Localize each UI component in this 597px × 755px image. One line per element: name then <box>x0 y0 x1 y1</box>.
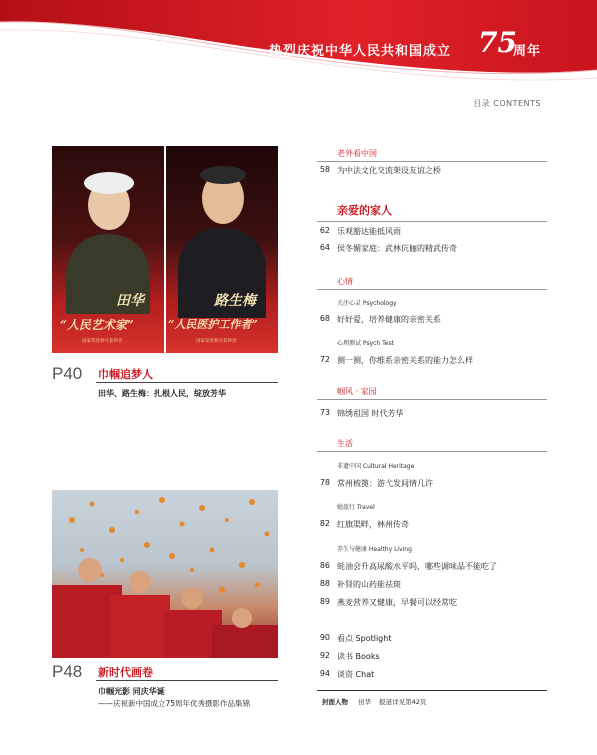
toc-item-title[interactable]: 谈资 Chat <box>337 670 375 679</box>
toc-item-title[interactable]: 为中法文化交流架设友谊之桥 <box>337 166 441 175</box>
toc-item-page: 88 <box>319 579 330 588</box>
toc-divider <box>317 399 547 400</box>
feature1-page-number: P40 <box>52 364 83 383</box>
toc-item-page: 73 <box>319 408 330 417</box>
feature1-rule <box>96 382 278 383</box>
contents-label: 目录 CONTENTS <box>473 99 541 108</box>
toc-item-title[interactable]: 燕麦营养又健康，早餐可以经常吃 <box>337 598 457 607</box>
toc-item-page: 82 <box>319 519 330 528</box>
left-signature: 田华 <box>116 293 144 309</box>
toc-category-life: 生活 <box>337 439 353 448</box>
banner-75-number: 75 <box>478 26 517 59</box>
toc-item-title[interactable]: 常州梳篦：游弋发间情几许 <box>337 479 433 488</box>
portrait-right <box>166 146 278 353</box>
toc-item-title[interactable]: 测一测，你维系亲密关系的能力怎么样 <box>337 356 473 365</box>
toc-item-page: 89 <box>319 597 330 606</box>
toc-subcategory: 养生与健康 Healthy Living <box>337 546 412 553</box>
toc-bottom-rule <box>317 690 547 691</box>
toc-item-page: 58 <box>319 165 330 174</box>
toc-subcategory: 关注心灵 Psychology <box>337 300 397 307</box>
feature2-title: 新时代画卷 <box>98 666 153 679</box>
cover-person: 田华 <box>358 698 372 706</box>
feature1-title: 巾帼追梦人 <box>98 368 153 381</box>
feature2-photo-art <box>52 490 278 658</box>
toc-category-family: 亲爱的家人 <box>337 204 392 217</box>
cover-label: 封面人物 <box>322 698 348 706</box>
toc-divider <box>317 221 547 222</box>
toc-item-title[interactable]: 看点 Spotlight <box>337 634 392 643</box>
person-hair-left <box>84 172 134 194</box>
toc-category-mood: 心情 <box>337 277 353 286</box>
toc-item-title[interactable]: 锦绣祖国 时代芳华 <box>337 409 404 418</box>
toc-item-title[interactable]: 红旗渠畔，林州传奇 <box>337 520 409 529</box>
toc-subcategory: 她旅行 Travel <box>337 504 375 511</box>
toc-category-homeland: 帼风 · 家园 <box>337 387 377 396</box>
toc-item-page: 92 <box>319 651 330 660</box>
feature1-photo <box>52 146 278 353</box>
toc-item-title[interactable]: 好好爱，培养健康的亲密关系 <box>337 315 441 324</box>
cover-ref: 报道详见第42页 <box>379 698 427 706</box>
right-honor: “人民医护工作者” <box>168 318 258 331</box>
right-caption: 国家荣誉称号获得者 <box>196 339 237 344</box>
toc-divider <box>317 289 547 290</box>
feature2-subtitle2: ——庆祝新中国成立75周年优秀摄影作品集锦 <box>98 699 251 708</box>
toc-item-title[interactable]: 读书 Books <box>337 652 380 661</box>
toc-item-page: 90 <box>319 633 330 642</box>
toc-category-foreigners: 老外看中国 <box>337 149 377 158</box>
toc-item-title[interactable]: 乐观豁达能抵风雨 <box>337 227 401 236</box>
toc-item-page: 78 <box>319 478 330 487</box>
toc-subcategory: 心理测试 Psych Test <box>337 340 394 347</box>
toc-item-page: 86 <box>319 561 330 570</box>
banner-title <box>269 40 451 59</box>
toc-item-title[interactable]: 侯冬媚家庭：武林伉俪的精武传奇 <box>337 244 457 253</box>
banner-title-prefix: 热烈庆祝中华人民共和国成立 <box>268 44 451 59</box>
toc-item-page: 64 <box>319 243 330 252</box>
toc-item-title[interactable]: 补肾的山药能祛斑 <box>337 580 401 589</box>
cover-note <box>322 697 426 706</box>
left-caption: 国家荣誉称号获得者 <box>82 339 123 344</box>
toc-divider <box>317 161 547 162</box>
toc-item-title[interactable]: 蚝油会升高尿酸水平吗，哪些调味品不能吃了 <box>337 562 497 571</box>
banner-title-suffix: 周年 <box>512 44 541 59</box>
feature2-page-number: P48 <box>52 662 83 681</box>
toc-item-page: 72 <box>319 355 330 364</box>
toc-item-page: 94 <box>319 669 330 678</box>
portrait-left <box>52 146 164 353</box>
feature1-subtitle: 田华、路生梅：扎根人民，绽放芳华 <box>98 389 226 398</box>
right-signature: 路生梅 <box>214 293 256 309</box>
left-honor: “人民艺术家” <box>60 318 134 332</box>
toc-divider <box>317 451 547 452</box>
toc-item-page: 62 <box>319 226 330 235</box>
feature2-photo <box>52 490 278 658</box>
toc-subcategory: 非遗中国 Cultural Heritage <box>337 463 415 470</box>
person-hair-right <box>200 166 246 184</box>
feature2-subtitle: 巾帼光影 同庆华诞 <box>98 687 165 696</box>
feature2-rule <box>96 680 278 681</box>
toc-item-page: 68 <box>319 314 330 323</box>
